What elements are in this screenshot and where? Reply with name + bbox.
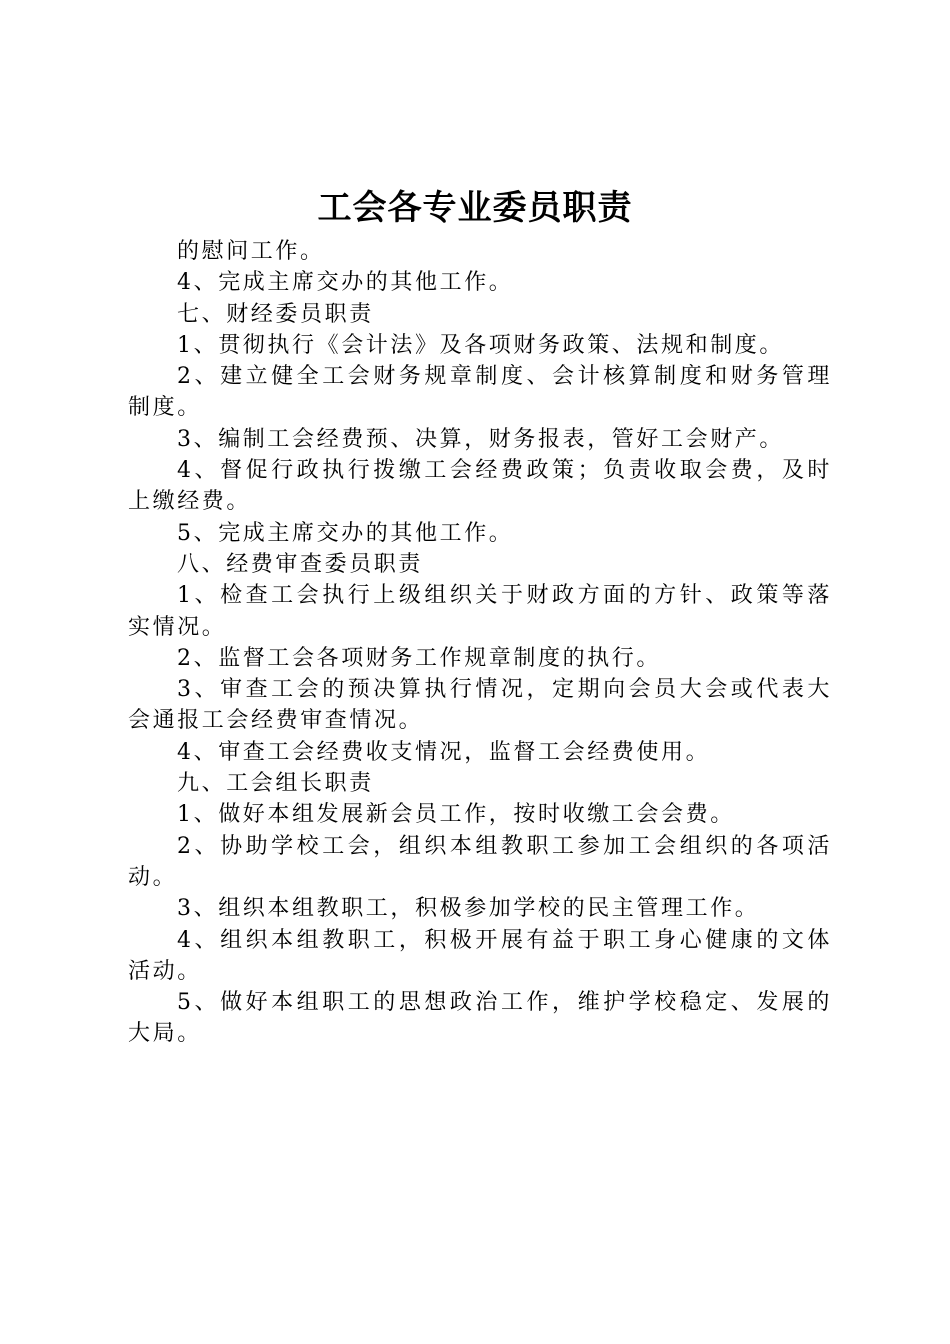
document-body (128, 236, 832, 1050)
section-heading-finance-committee: 七、财经委员职责 (177, 301, 374, 327)
paragraph-item: 1、检查工会执行上级组织关于财政方面的方针、政策等落实情况。 (128, 583, 832, 640)
paragraph-item: 5、完成主席交办的其他工作。 (177, 520, 514, 546)
paragraph-item: 1、贯彻执行《会计法》及各项财务政策、法规和制度。 (177, 332, 784, 358)
paragraph-item: 1、做好本组发展新会员工作，按时收缴工会会费。 (177, 802, 735, 828)
paragraph-condolence-continued: 的慰问工作。 (177, 239, 325, 264)
paragraph-item: 3、组织本组教职工，积极参加学校的民主管理工作。 (177, 896, 760, 922)
document-title: 工会各专业委员职责 (317, 188, 633, 228)
paragraph-item: 5、做好本组职工的思想政治工作，维护学校稳定、发展的大局。 (128, 990, 832, 1047)
paragraph-item: 4、完成主席交办的其他工作。 (177, 270, 514, 296)
paragraph-item: 3、审查工会的预决算执行情况，定期向会员大会或代表大会通报工会经费审查情况。 (128, 677, 832, 734)
paragraph-item: 2、监督工会各项财务工作规章制度的执行。 (177, 645, 661, 671)
paragraph-item: 4、组织本组教职工，积极开展有益于职工身心健康的文体活动。 (128, 927, 832, 984)
paragraph-item: 3、编制工会经费预、决算，财务报表，管好工会财产。 (177, 426, 784, 452)
section-heading-group-leader: 九、工会组长职责 (177, 771, 374, 797)
paragraph-item: 4、督促行政执行拨缴工会经费政策；负责收取会费，及时上缴经费。 (128, 458, 832, 515)
paragraph-item: 2、协助学校工会，组织本组教职工参加工会组织的各项活动。 (128, 833, 832, 890)
paragraph-item: 4、审查工会经费收支情况，监督工会经费使用。 (177, 739, 711, 765)
paragraph-item: 2、建立健全工会财务规章制度、会计核算制度和财务管理制度。 (128, 364, 832, 421)
section-heading-audit-committee: 八、经费审查委员职责 (177, 551, 424, 577)
